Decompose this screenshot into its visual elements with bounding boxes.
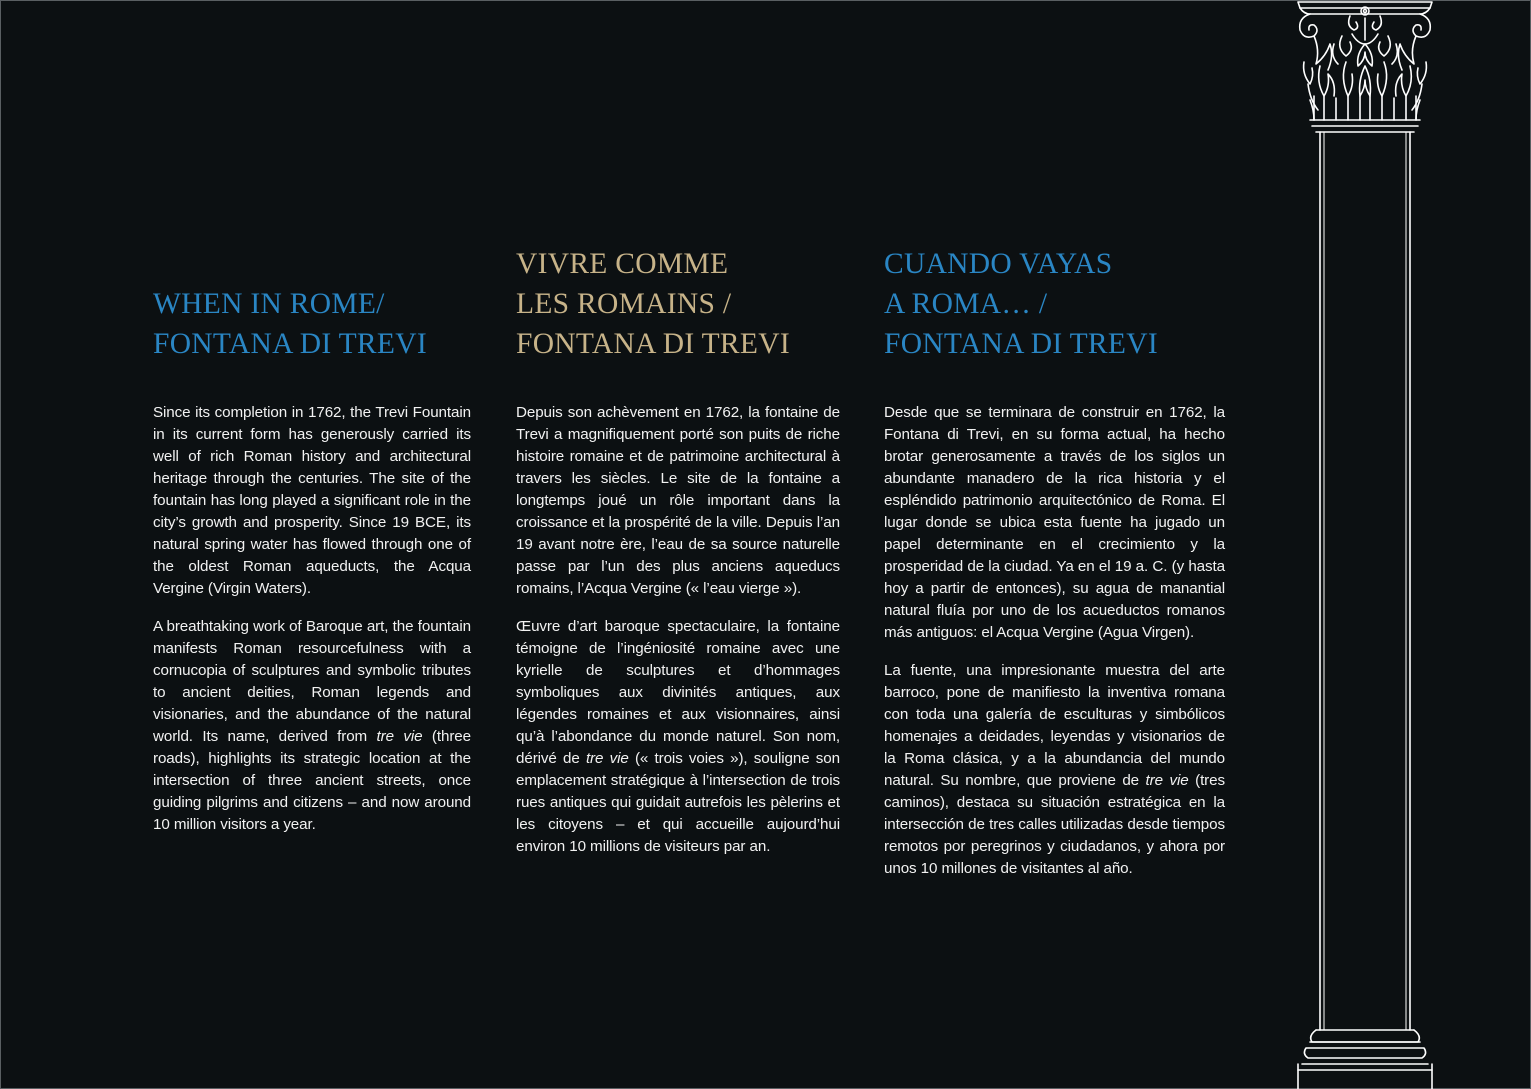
english-paragraph-1: Since its completion in 1762, the Trevi Fountain in its current form has generously carried its well of rich Roman history and architectural heritage through the centuries. The site of the fountain has long played a significant role in the city’s growth and prosperity. Since 19 BCE, its natural spring water has flowed through one of the oldest Roman aqueducts, the Acqua Vergine (Virgin Waters). — [153, 404, 471, 597]
spanish-paragraph-2-end: (tres caminos), destaca su situación estratégica en la intersección de tres calles utilizadas desde tiempos remotos por peregrinos y ciudadanos, y ahora por unos 10 millones de visitantes al año. — [884, 772, 1225, 877]
french-heading-line-2: LES ROMAINS / — [516, 288, 732, 320]
english-italic-term: tre vie — [376, 728, 423, 745]
spanish-paragraph-2-start: La fuente, una impresionante muestra del arte barroco, pone de manifiesto la inventiva romana con toda una galería de esculturas y simbólicos homenajes a deidades, leyendas y visionarios de la Roma clásica, y a la abundancia del mundo natural. Su nombre, que proviene de — [884, 662, 1225, 789]
french-paragraph-2-start: Œuvre d’art baroque spectaculaire, la fontaine témoigne de l’ingéniosité romaine avec une kyrielle de sculptures et d’hommages symboliques aux divinités antiques, aux légendes romaines et aux visionnaires, ainsi qu’à l’abondance du monde naturel. Son nom, dérivé de — [516, 618, 840, 767]
english-heading — [153, 242, 471, 364]
english-heading-line-2: FONTANA DI TREVI — [153, 328, 427, 360]
french-heading — [516, 242, 840, 364]
spanish-heading-line-1: CUANDO VAYAS — [884, 248, 1113, 280]
english-column — [153, 242, 471, 852]
french-paragraph-2-end: (« trois voies »), souligne son emplacement stratégique à l’intersection de trois rues antiques qui guidait autrefois les pèlerins et les citoyens – et qui accueille aujourd’hui environ 10 millions de visiteurs par an. — [516, 750, 840, 855]
corinthian-column-icon — [1290, 0, 1440, 1089]
french-italic-term: tre vie — [585, 750, 629, 767]
english-heading-line-1: WHEN IN ROME/ — [153, 288, 385, 320]
spanish-column — [884, 242, 1225, 896]
spanish-paragraph-1: Desde que se terminara de construir en 1762, la Fontana di Trevi, en su forma actual, ha hecho brotar generosamente a través de los siglos un abundante manadero de la rica historia y el espléndido patrimonio arquitectónico de Roma. El lugar donde se ubica esta fuente ha jugado un papel determinante en el crecimiento y la prosperidad de la ciudad. Ya en el 19 a. C. (y hasta hoy a partir de entonces), su agua de manantial natural fluía por uno de los acueductos romanos más antiguos: el Acqua Vergine (Agua Virgen). — [884, 404, 1225, 641]
english-paragraph-2-start: A breathtaking work of Baroque art, the fountain manifests Roman resourcefulness with a cornucopia of sculptures and symbolic tributes to ancient deities, Roman legends and visionaries, and the abundance of the natural world. Its name, derived from — [153, 618, 471, 745]
english-paragraph-2 — [153, 616, 471, 836]
english-paragraph-2-end: (three roads), highlights its strategic location at the intersection of three ancient streets, once guiding pilgrims and citizens – and now around 10 million visitors a year. — [153, 728, 471, 833]
spanish-heading-line-3: FONTANA DI TREVI — [884, 328, 1158, 360]
french-column — [516, 242, 840, 874]
french-heading-line-3: FONTANA DI TREVI — [516, 328, 790, 360]
spanish-heading-line-2: A ROMA… / — [884, 288, 1048, 320]
french-paragraph-1: Depuis son achèvement en 1762, la fontaine de Trevi a magnifiquement porté son puits de riche histoire romaine et de patrimoine architectural à travers les siècles. Le site de la fontaine a longtemps joué un rôle important dans la croissance et la prospérité de la ville. Depuis l’an 19 avant notre ère, l’eau de sa source naturelle passe par l’un des plus anciens aqueducs romains, l’Acqua Vergine (« l’eau vierge »). — [516, 404, 840, 597]
spanish-heading — [884, 242, 1225, 364]
french-paragraph-2 — [516, 616, 840, 858]
spanish-paragraph-2 — [884, 660, 1225, 880]
spanish-italic-term: tre vie — [1145, 772, 1189, 789]
french-heading-line-1: VIVRE COMME — [516, 248, 729, 280]
